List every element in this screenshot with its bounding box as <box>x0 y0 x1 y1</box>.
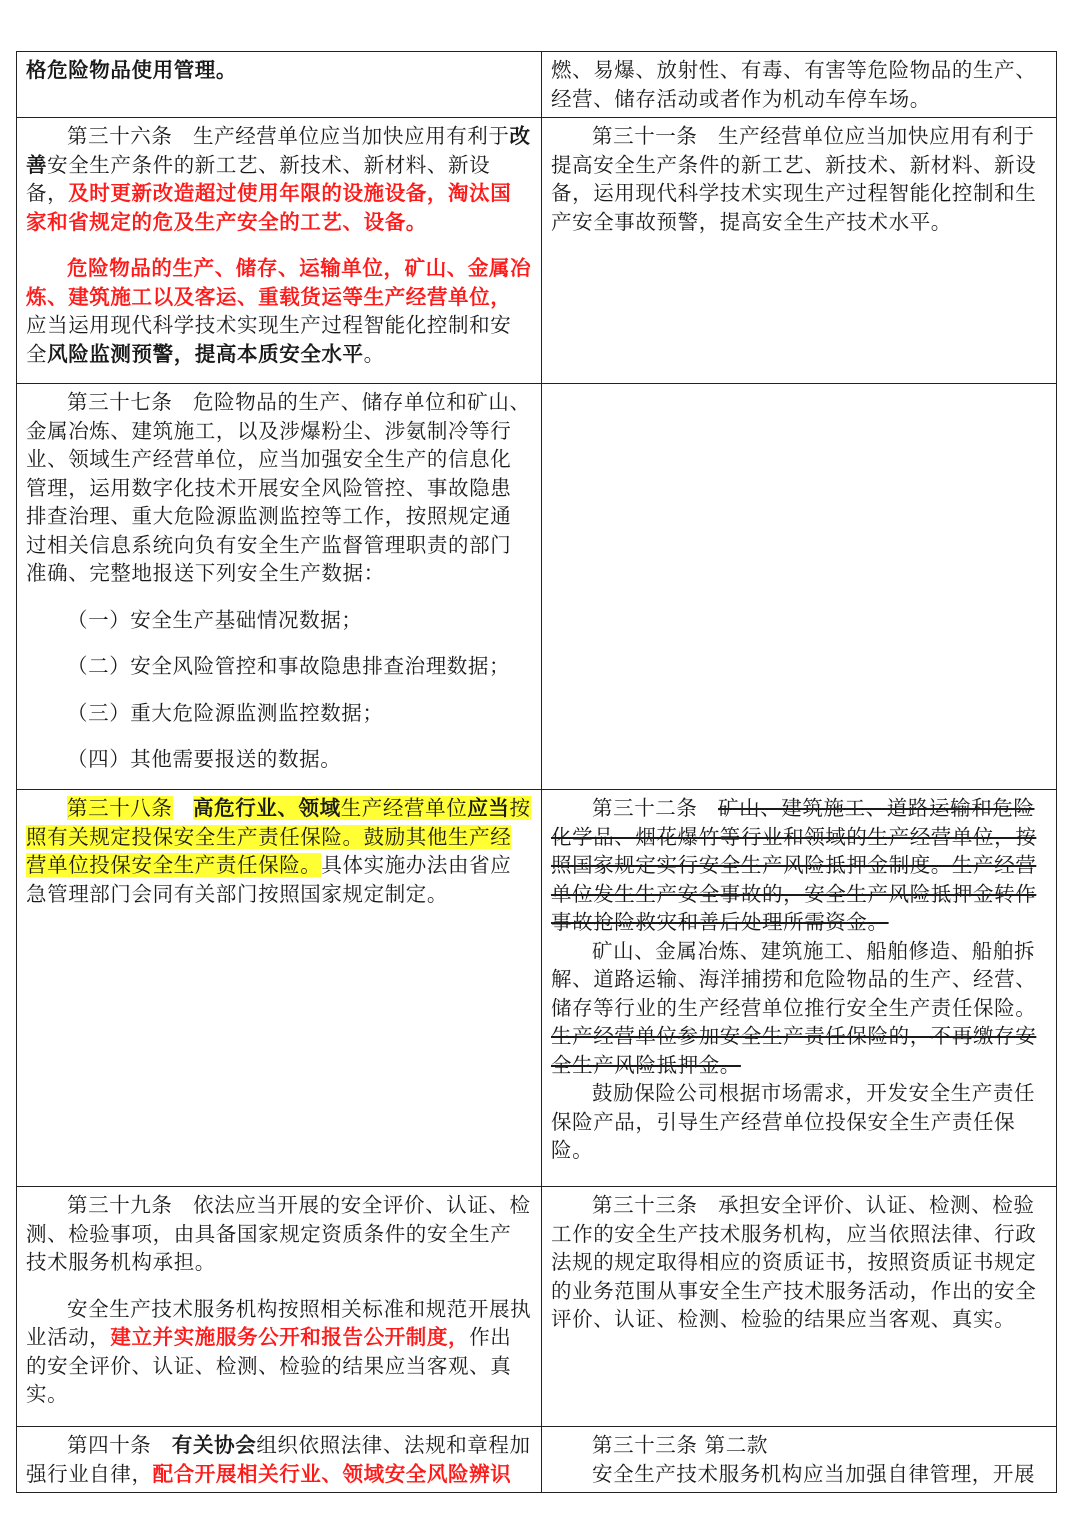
article-text: 危险物品的生产、储存单位和矿山、金属冶炼、建筑施工，以及涉爆粉尘、涉氨制冷等行业、领域生产经营单位，应当加强安全生产的信息化管理，运用数字化技术开展安全风险管控、事故隐患排查治理、重大危险源监测监控等工作，按照规定通过相关信息系统向负有安全生产监督管理职责的部门准确、完整地报送下列安全生产数据： <box>26 390 531 585</box>
article-paragraph <box>551 122 1047 236</box>
table-row <box>17 1427 1057 1493</box>
added-text: 配合开展相关行业、领域安全风险辨识 <box>152 1461 512 1486</box>
article-paragraph <box>551 1191 1047 1334</box>
article-text: 矿山、金属冶炼、建筑施工、船舶修造、船舶拆解、道路运输、海洋捕捞和危险物品的生产、经营、储存等行业的生产经营单位推行安全生产责任保险。 <box>551 938 1037 1020</box>
right-cell <box>542 1427 1057 1493</box>
left-cell <box>17 1427 542 1493</box>
article-text: 组织依照法律、法规和章程加强行业自律， <box>26 1433 531 1486</box>
list-item: （一）安全生产基础情况数据； <box>67 607 363 632</box>
article-paragraph <box>26 388 532 588</box>
added-text: 危险物品的生产、储存、运输单位，矿山、金属冶炼、建筑施工以及客运、重载货运等生产经营单位， <box>26 256 532 309</box>
article-paragraph <box>26 794 532 908</box>
article-text: 依法应当开展的安全评价、认证、检测、检验事项，由具备国家规定资质条件的安全生产技术服务机构承担。 <box>26 1193 531 1274</box>
article-text: 承担安全评价、认证、检测、检验工作的安全生产技术服务机构，应当依照法律、行政法规的规定取得相应的资质证书，按照资质证书规定的业务范围从事安全生产技术服务活动，作出的安全评价、认证、检测、检验的结果应当客观、真实。 <box>551 1193 1037 1331</box>
table-row <box>17 790 1057 1187</box>
article-text: 安全生产技术服务机构按照相关标准和规范开展执业活动， <box>26 1296 532 1349</box>
deleted-text: 矿山、建筑施工、道路运输和危险化学品、烟花爆竹等行业和领域的生产经营单位，按照国家规定实行安全生产风险抵押金制度。生产经营单位发生生产安全事故的，安全生产风险抵押金转作事故抢险救灾和善后处理所需资金。 <box>551 796 1037 934</box>
emphasis-text: 应当 <box>467 796 510 820</box>
right-cell-empty <box>542 384 1057 790</box>
article-text: 具体实施办法由省应急管理部门会同有关部门按照国家规定制定。 <box>26 853 512 906</box>
article-number: 第三十三条 <box>592 1193 698 1217</box>
emphasis-text: 提高本质安全水平 <box>194 341 364 366</box>
article-paragraph: 安全生产技术服务机构应当加强自律管理，开展 <box>592 1461 1036 1486</box>
article-number: 第四十条 <box>67 1433 152 1457</box>
left-cell <box>17 1187 542 1427</box>
article-number: 第三十六条 <box>67 124 173 148</box>
article-paragraph <box>26 1431 532 1488</box>
article-paragraph <box>26 1295 532 1409</box>
right-cell <box>542 52 1057 118</box>
comparison-table <box>16 51 1057 1493</box>
article-number: 第三十三条 第二款 <box>592 1433 768 1457</box>
article-text: 生产经营单位应当加快应用有利于 <box>193 124 510 148</box>
emphasis-text: 有关协会 <box>171 1433 257 1457</box>
article-text: 作出的安全评价、认证、检测、检验的结果应当客观、真实。 <box>26 1325 512 1406</box>
table-row <box>17 52 1057 118</box>
right-cell <box>542 118 1057 384</box>
article-paragraph <box>26 122 532 236</box>
emphasis-text: 改善 <box>26 124 531 177</box>
article-paragraph: 鼓励保险公司根据市场需求，开发安全生产责任保险产品，引导生产经营单位投保安全生产责任保险。 <box>551 1081 1036 1162</box>
article-text: 格危险物品使用管理。 <box>26 58 237 82</box>
table-row <box>17 118 1057 384</box>
emphasis-text: ， <box>173 341 195 366</box>
list-item: （四）其他需要报送的数据。 <box>67 747 342 771</box>
left-cell <box>17 790 542 1187</box>
article-paragraph <box>551 794 1047 937</box>
article-paragraph <box>551 937 1047 1080</box>
article-number: 第三十一条 <box>592 124 698 148</box>
emphasis-text: 风险监测预警 <box>47 341 174 366</box>
table-row <box>17 384 1057 790</box>
deleted-text: 生产经营单位参加安全生产责任保险的，不再缴存安全生产风险抵押金。 <box>551 1024 1037 1077</box>
article-number: 第三十二条 <box>592 796 698 820</box>
added-text: 建立并实施服务公开和报告公开制度， <box>110 1325 470 1349</box>
added-text: 及时更新改造超过使用年限的设施设备，淘汰国家和省规定的危及生产安全的工艺、设备。 <box>26 181 512 234</box>
article-number: 第三十九条 <box>67 1193 173 1217</box>
left-cell <box>17 384 542 790</box>
regulation-comparison-page <box>16 51 1056 1493</box>
emphasis-text: 高危行业、领域 <box>193 796 341 820</box>
table-row <box>17 1187 1057 1427</box>
article-number: 第三十七条 <box>67 390 173 414</box>
highlighted-text: 按照有关规定投保安全生产责任保险。鼓励其他生产经营单位投保安全生产责任保险。 <box>26 796 531 877</box>
article-number: 第三十八条 <box>67 796 173 820</box>
article-text: 。 <box>363 341 385 366</box>
article-paragraph <box>26 254 532 368</box>
highlighted-text: 生产经营单位 <box>340 796 468 820</box>
left-cell <box>17 52 542 118</box>
article-text: 安全生产条件的新工艺、新技术、新材料、新设备， <box>26 152 491 205</box>
list-item: （二）安全风险管控和事故隐患排查治理数据； <box>67 654 511 678</box>
right-cell <box>542 1187 1057 1427</box>
article-text: 生产经营单位应当加快应用有利于提高安全生产条件的新工艺、新技术、新材料、新设备，运用现代科学技术实现生产过程智能化控制和生产安全事故预警，提高安全生产技术水平。 <box>551 124 1037 234</box>
article-text: 应当运用现代科学技术实现生产过程智能化控制和安全 <box>26 313 512 366</box>
article-paragraph <box>26 1191 532 1277</box>
article-text: 燃、易爆、放射性、有毒、有害等危险物品的生产、经营、储存活动或者作为机动车停车场。 <box>551 58 1037 111</box>
list-item: （三）重大危险源监测监控数据； <box>67 700 384 725</box>
left-cell <box>17 118 542 384</box>
right-cell <box>542 790 1057 1187</box>
